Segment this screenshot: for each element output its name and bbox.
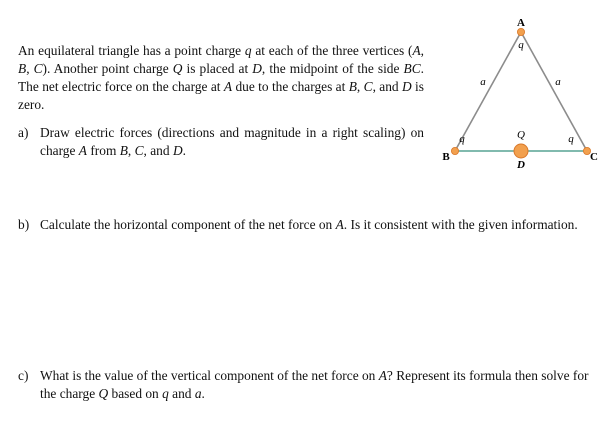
question-label-a: a) xyxy=(18,125,29,140)
charge-label-c: q xyxy=(568,133,574,145)
vertex-label-c: C xyxy=(590,151,598,163)
charge-label-d: Q xyxy=(517,129,525,141)
charge-label-b: q xyxy=(459,133,465,145)
question-text-c: What is the value of the vertical component of the net force on A? Represent its formula then solve for the charge Q based on q and a. xyxy=(40,368,589,401)
charge-a xyxy=(517,28,524,35)
side-label-right: a xyxy=(555,76,561,88)
question-label-c: c) xyxy=(18,368,29,383)
question-part-a xyxy=(18,124,424,160)
question-text-b: Calculate the horizontal component of the net force on A. Is it consistent with the given information. xyxy=(40,217,578,232)
question-part-b xyxy=(18,216,608,234)
side-ab xyxy=(455,32,521,151)
question-label-b: b) xyxy=(18,217,30,232)
charge-d xyxy=(514,144,528,158)
question-part-c xyxy=(18,367,608,403)
triangle-diagram xyxy=(432,10,613,180)
problem-statement: An equilateral triangle has a point charge q at each of the three vertices (A, B, C). Another point charge Q is placed at D, the midpoint of the side BC. The net electric force on the charge at A due to the charges at B, C, and D is zero. xyxy=(18,43,424,112)
charge-label-a: q xyxy=(518,39,524,51)
vertex-label-b: B xyxy=(442,151,450,163)
point-label-d: D xyxy=(517,159,525,171)
vertex-label-a: A xyxy=(517,17,525,29)
question-text-a: Draw electric forces (directions and magnitude in a right scaling) on charge A from B, C, and D. xyxy=(40,125,424,158)
charge-b xyxy=(451,147,458,154)
side-ac xyxy=(521,32,587,151)
side-label-left: a xyxy=(480,76,486,88)
